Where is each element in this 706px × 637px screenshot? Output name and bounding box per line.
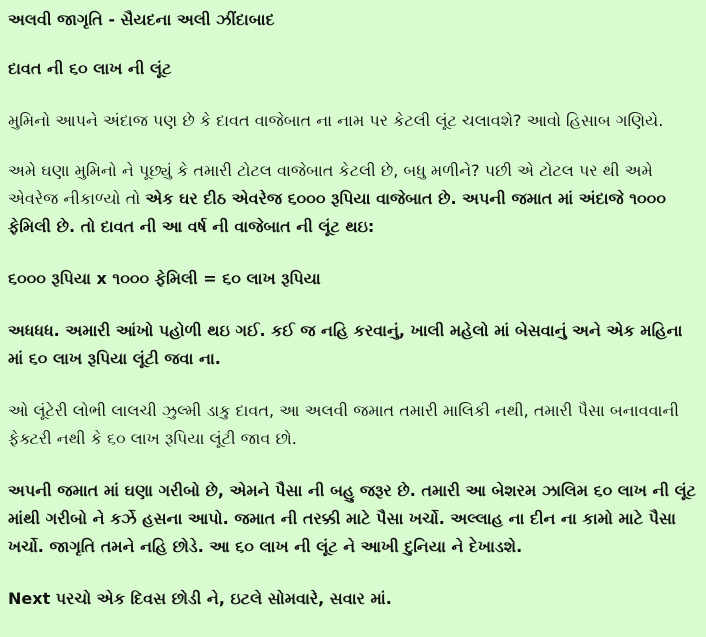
appeal-paragraph: અપની જમાત માં ઘણા ગરીબો છે, એમને પૈસા ની બહુ જરૂર છે. તમારી આ બેશરમ ઝાલિમ ૬૦ લાખ ની લૂંટ માંથી ગરીબો ને કર્ઝે હસના આપો. જમાત ની તરક્કી માટે પૈસા ખર્ચો. અલ્લાહ ના દીન ના કામો માટે પૈસા ખર્ચો. જાગૃતિ તમને નહિ છોડે. આ ૬૦ લાખ ની લૂંટ ને આખી દુનિયા ને દેખાડશે. bbox=[8, 481, 696, 556]
calculation-line: ૬૦૦૦ રૂપિયા x ૧૦૦૦ ફેમિલી = ૬૦ લાખ રૂપિયા bbox=[8, 269, 321, 288]
address-paragraph: ઓ લૂંટેરી લોભી લાલચી ઝુલ્મી ડાકુ દાવત, આ અલવી જમાત તમારી માલિકી નથી, તમારી પૈસા બનાવવાની ફેક્ટરી નથી કે ૬૦ લાખ રૂપિયા લૂંટી જાવ છો. bbox=[8, 401, 679, 448]
survey-text: અમે ઘણા મુમિનો ને પૂછ્યું કે તમારી ટોટલ વાજેબાત કેટલી છે, બધુ મળીને? પછી એ ટોટલ પર થી અમે એવરેજ નીકાળ્યો તો bbox=[8, 161, 653, 208]
post-heading: દાવત ની ૬૦ લાખ ની લૂંટ bbox=[8, 59, 172, 78]
survey-bold-text: એક ઘર દીઠ એવરેજ ૬૦૦૦ રૂપિયા વાજેબાત છે. અપની જમાત માં અંદાજે ૧૦૦૦ ફેમિલી છે. તો દાવત ની આ વર્ષ ની વાજેબાત ની લૂંટ થઇ: bbox=[8, 189, 666, 236]
shock-paragraph: અધધધ. અમારી આંખો પહોળી થઇ ગઈ. કઈ જ નહિ કરવાનું, ખાલી મહેલો માં બેસવાનું અને એક મહિના માં ૬૦ લાખ રૂપિયા લૂંટી જવા ના. bbox=[8, 321, 683, 368]
post-title: અલવી જાગૃતિ - સૈયદના અલી ઝીંદાબાદ bbox=[8, 10, 275, 29]
survey-paragraph bbox=[8, 157, 698, 241]
next-post-note: Next પરચો એક દિવસ છોડી ને, ઇટલે સોમવારે, સવાર માં. bbox=[8, 589, 392, 608]
intro-paragraph: મુમિનો આપને અંદાજ પણ છે કે દાવત વાજેબાત ના નામ પર કેટલી લૂંટ ચલાવશે? આવો હિસાબ ગણિયે. bbox=[8, 111, 664, 130]
